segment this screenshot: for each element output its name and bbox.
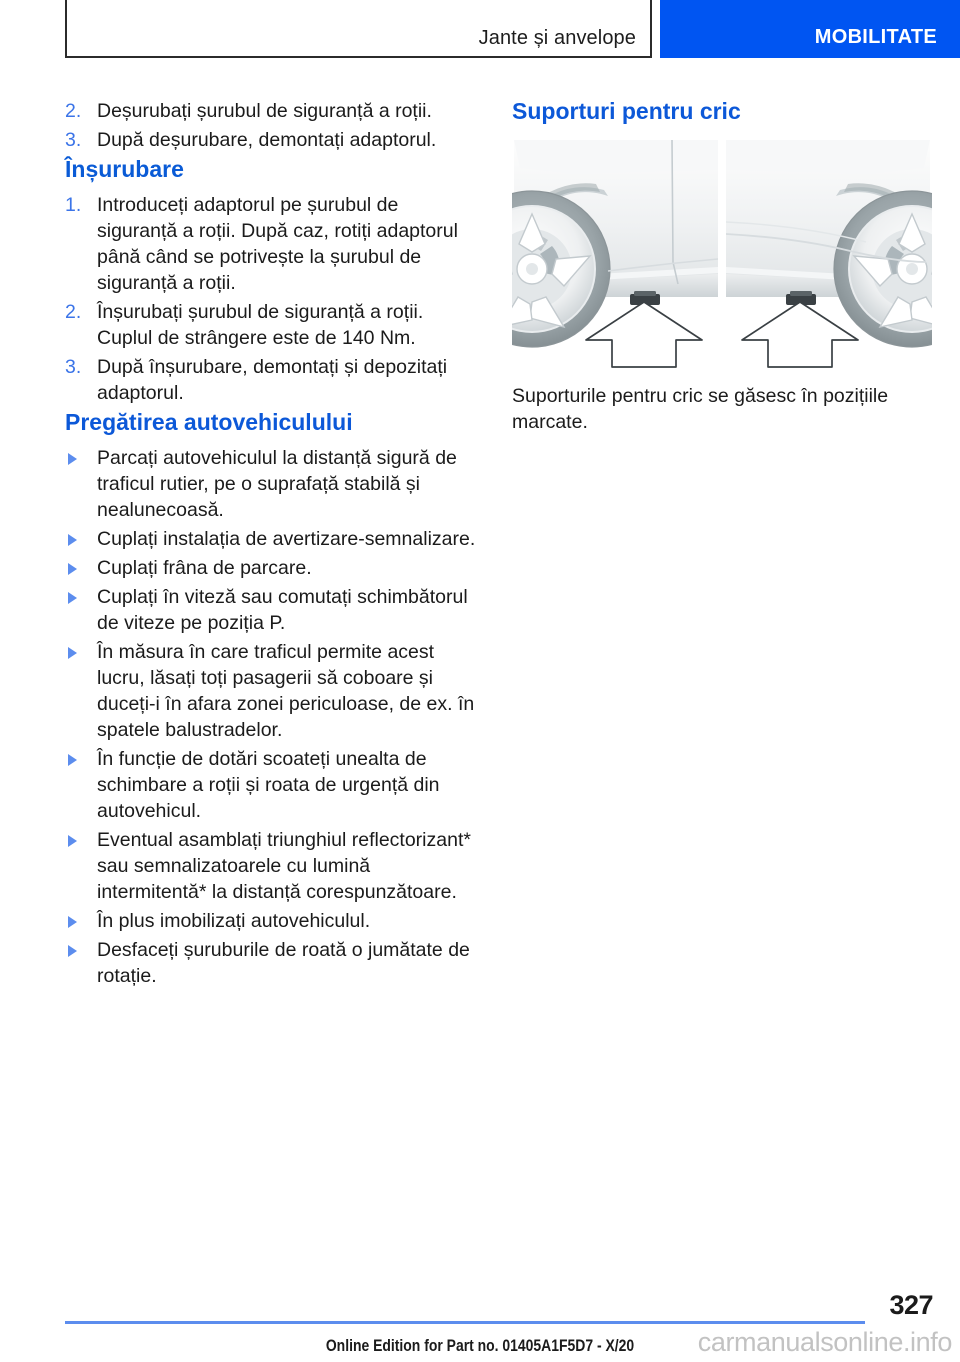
list-item [65,354,477,406]
header-chapter-label: Jante și anvelope [478,27,636,49]
triangle-bullet-icon [68,754,77,766]
list-item [65,937,477,989]
step-number: 3. [65,356,82,379]
step-number: 2. [65,100,82,122]
page-footer [0,1292,960,1362]
figure-panel-front [512,134,718,369]
triangle-bullet-icon [68,563,77,575]
bullet-text: În măsura în care traficul permite acest lucru, lăsați toți pasagerii să coboare și duceți-i în afara zonei periculoase, de ex. în spatele balustradelor. [97,641,475,742]
triangle-bullet-icon [68,647,77,659]
footer-divider [65,1321,865,1324]
list-item [65,98,477,124]
bullet-text: Cuplați instalația de avertizare-semnalizare. [97,528,476,551]
list-item [65,908,477,934]
header-section-label: MOBILITATE [814,26,937,48]
list-item [65,746,477,824]
left-column [65,98,477,992]
watermark-text: carmanualsonline.info [697,1327,952,1357]
list-item [65,526,477,552]
list-item [65,639,477,743]
page-header [0,0,960,62]
step-number: 2. [65,301,82,324]
figure-caption: Suporturile pentru cric se găsesc în pozițiile marcate. [512,385,889,434]
step-number: 1. [65,194,82,217]
continued-steps-list [65,98,477,153]
bullet-text: În plus imobilizați autovehiculul. [97,910,371,933]
step-text: După înșurubare, demontați și depozitați adaptorul. [97,356,448,405]
step-text: După deșurubare, demontați adaptorul. [97,129,437,151]
triangle-bullet-icon [68,945,77,957]
list-item [65,445,477,523]
car-front-jack-point-graphic [512,134,718,369]
right-column [512,98,932,435]
heading-suporturi-pentru-cric: Suporturi pentru cric [512,98,741,124]
figure-panel-rear [726,134,932,369]
header-section-tab [660,0,960,58]
list-item [65,127,477,153]
triangle-bullet-icon [68,916,77,928]
list-item [65,555,477,581]
step-number: 3. [65,129,82,151]
heading-insurubare: Înșurubare [65,156,184,182]
triangle-bullet-icon [68,534,77,546]
step-text: Deșurubați șurubul de siguranță a roții. [97,100,432,122]
bullet-text: Cuplați în viteză sau comutați schimbătorul de viteze pe poziția P. [97,586,468,635]
heading-pregatirea-autovehiculului: Pregătirea autovehiculului [65,409,353,436]
insurubare-steps-list [65,192,477,406]
list-item [65,192,477,296]
list-item [65,299,477,351]
bullet-text: Desfaceți șuruburile de roată o jumătate de rotație. [97,939,470,988]
list-item [65,827,477,905]
page-number: 327 [889,1290,933,1320]
step-text: Introduceți adaptorul pe șurubul de siguranță a roții. După caz, rotiți adaptorul până când se potrivește la șurubul de siguranță a roții. [97,194,458,295]
step-text: Înșurubați șurubul de siguranță a roții. Cuplul de strângere este de 140 Nm. [97,301,424,350]
header-chapter-box [65,0,652,58]
triangle-bullet-icon [68,592,77,604]
bullet-text: Cuplați frâna de parcare. [97,557,312,580]
bullet-text: În funcție de dotări scoateți unealta de schimbare a roții și roata de urgență din autovehicul. [97,748,440,823]
bullet-text: Parcați autovehiculul la distanță sigură de traficul rutier, pe o suprafață stabilă și nealunecoasă. [97,447,457,522]
list-item [65,584,477,636]
car-rear-jack-point-graphic [726,134,932,369]
bullet-text: Eventual asamblați triunghiul reflectorizant* sau semnalizatoarele cu lumină intermitentă* la distanță corespunzătoare. [97,829,471,904]
footer-edition-text: Online Edition for Part no. 01405A1F5D7 - X/20 [325,1336,635,1355]
triangle-bullet-icon [68,453,77,465]
pregatirea-bullet-list [65,445,477,989]
jack-point-illustration [512,134,932,369]
triangle-bullet-icon [68,835,77,847]
